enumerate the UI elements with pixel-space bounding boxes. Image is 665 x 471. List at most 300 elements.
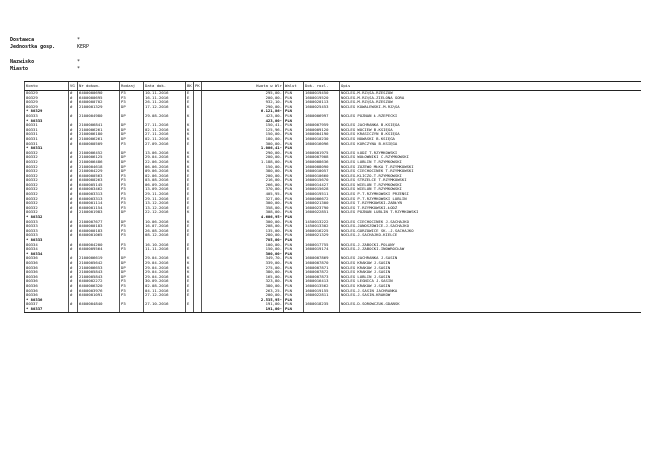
cell-vg — [69, 307, 78, 312]
cell-opis: NOCLEG P.T.RZYMKOWSKI LUBLIN — [340, 197, 641, 202]
cell-waluta: PLN — [284, 142, 304, 147]
cell-data-dok: 06.09.2016 — [144, 183, 186, 188]
cell-data-dok: 08.12.2016 — [144, 233, 186, 238]
cell-data-dok: 13.06.2016 — [144, 151, 186, 156]
cell-kwota: 290,00- — [202, 105, 284, 110]
cell-waluta: PLN — [284, 165, 304, 170]
col-header-opis: Opis — [340, 82, 641, 91]
cell-opis: NOCLEG KRASICZYN B.KSIĘGA — [340, 132, 641, 137]
cell-rodzaj: P3 — [120, 96, 144, 101]
cell-data-dok: 11.11.2016 — [144, 247, 186, 252]
cell-data-dok: 27.09.2016 — [144, 142, 186, 147]
cell-nr-dokum: 2100006619 — [78, 256, 120, 261]
cell-konto: 80336 — [25, 261, 69, 266]
cell-bk: E — [186, 100, 194, 105]
cell-bk: E — [186, 293, 194, 298]
cell-nr-dokum: 6400009564 — [78, 247, 120, 252]
cell-opis: NOCLEG KRAKÓW J.SASIN — [340, 266, 641, 271]
cell-bk: K — [186, 155, 194, 160]
cell-waluta: PLN — [284, 123, 304, 128]
cell-bk: K — [186, 165, 194, 170]
cell-konto: * 80334 — [25, 252, 69, 257]
cell-dok-rozl: 1600019155 — [304, 289, 340, 294]
cell-konto: 80332 — [25, 197, 69, 202]
cell-bk: K — [186, 123, 194, 128]
cell-data-dok: 03.08.2016 — [144, 178, 186, 183]
cell-bk: E — [186, 243, 194, 248]
cell-konto: 80332 — [25, 151, 69, 156]
col-header-waluta: Walut — [284, 82, 304, 91]
cell-dok-rozl: 1600001975 — [304, 151, 340, 156]
cell-vg: # — [69, 289, 78, 294]
cell-bk: K — [186, 261, 194, 266]
cell-nr-dokum: 6400006320 — [78, 284, 120, 289]
cell-rodzaj — [120, 307, 144, 312]
cell-waluta: PLN — [284, 220, 304, 225]
cell-nr-dokum: 2100006452 — [78, 151, 120, 156]
cell-vg: # — [69, 187, 78, 192]
cell-rodzaj: P3 — [120, 302, 144, 307]
cell-opis: NOCLEG STRZELCE T.RZYMKOWSKI — [340, 178, 641, 183]
cell-waluta: PLN — [284, 160, 304, 165]
col-header-kwota: Kwota w Wlr — [202, 82, 284, 91]
cell-nr-dokum: 2100006653 — [78, 266, 120, 271]
cell-kwota: 300,00- — [202, 142, 284, 147]
cell-data-dok: 29.04.2016 — [144, 266, 186, 271]
cell-opis: NOCLEG ŁÓDŹ T.RZYMKOWSKI — [340, 151, 641, 156]
cell-rodzaj: DP — [120, 220, 144, 225]
cell-nr-dokum: 6400001114 — [78, 201, 120, 206]
cell-rodzaj: P3 — [120, 197, 144, 202]
cell-nr-dokum: 6400000563 — [78, 174, 120, 179]
cell-bk: E — [186, 187, 194, 192]
cell-kwota: 290,00- — [202, 151, 284, 156]
cell-dok-rozl: 1600014427 — [304, 183, 340, 188]
cell-rodzaj: P3 — [120, 247, 144, 252]
cell-data-dok: 27.10.2016 — [144, 302, 186, 307]
cell-rodzaj: DP — [120, 132, 144, 137]
cell-nr-dokum: 2100006486 — [78, 160, 120, 165]
cell-waluta: PLN — [284, 247, 304, 252]
cell-nr-dokum: 6400000263 — [78, 178, 120, 183]
cell-waluta: PLN — [284, 298, 304, 303]
cell-opis: NOCLEG-J.ZABOCKI-INOWROCŁAW — [340, 247, 641, 252]
cell-konto: 80336 — [25, 266, 69, 271]
cell-dok-rozl: 1600019174 — [304, 247, 340, 252]
cell-kwota: 380,00- — [202, 270, 284, 275]
cell-data-dok — [144, 307, 186, 312]
cell-data-dok: 22.06.2016 — [144, 160, 186, 165]
cell-konto: 80331 — [25, 142, 69, 147]
cell-vg: # — [69, 91, 78, 96]
cell-vg: # — [69, 183, 78, 188]
cell-bk: K — [186, 137, 194, 142]
cell-kwota: 150,00- — [202, 247, 284, 252]
cell-kwota: 300,00- — [202, 252, 284, 257]
col-header-pk: PK — [194, 82, 202, 91]
cell-dok-rozl: 1600007871 — [304, 266, 340, 271]
cell-nr-dokum: 6400003313 — [78, 192, 120, 197]
cell-konto: 80329 — [25, 105, 69, 110]
cell-kwota: 266,00- — [202, 183, 284, 188]
cell-konto: 80332 — [25, 165, 69, 170]
cell-data-dok: 02.11.2016 — [144, 137, 186, 142]
cell-kwota: 300,00- — [202, 220, 284, 225]
cell-waluta: PLN — [284, 279, 304, 284]
cell-data-dok: 26.11.2016 — [144, 100, 186, 105]
col-header-dok-rozl: Dok. rozl. — [304, 82, 340, 91]
cell-kwota: 327,00- — [202, 197, 284, 202]
cell-waluta: PLN — [284, 192, 304, 197]
cell-kwota: 932,10- — [202, 100, 284, 105]
cell-dok-rozl: 1600007873 — [304, 275, 340, 280]
cell-bk: E — [186, 302, 194, 307]
cell-dok-rozl: 1600007869 — [304, 256, 340, 261]
cell-rodzaj: DP — [120, 256, 144, 261]
cell-konto: 80336 — [25, 279, 69, 284]
cell-konto: 80332 — [25, 192, 69, 197]
cell-kwota: 295,00- — [202, 91, 284, 96]
supplier-label: Dostawca — [10, 37, 35, 43]
cell-bk: E — [186, 284, 194, 289]
cell-data-dok: 22.12.2016 — [144, 210, 186, 215]
cell-konto: * 80331 — [25, 146, 69, 151]
cell-opis: NOCLEG WOŁOWNIKI C.RZYMKOWSKI — [340, 155, 641, 160]
surname-label: Nazwisko — [10, 59, 35, 65]
cell-kwota: 308,00- — [202, 210, 284, 215]
cell-kwota: 216,00- — [202, 178, 284, 183]
cell-konto: 80332 — [25, 155, 69, 160]
cell-konto: 80337 — [25, 302, 69, 307]
cell-vg: # — [69, 293, 78, 298]
cell-rodzaj: DP — [120, 114, 144, 119]
cell-waluta: PLN — [284, 243, 304, 248]
cell-vg: # — [69, 256, 78, 261]
cell-opis: NOCLEG-M.RZĄSA-RZESZÓW — [340, 100, 641, 105]
cell-konto: * 80337 — [25, 307, 69, 312]
cell-waluta: PLN — [284, 261, 304, 266]
cell-opis: NOCLEG-M.RZĄSA-ZIELONA GÓRA — [340, 96, 641, 101]
cell-konto: 80331 — [25, 132, 69, 137]
surname-value: * — [77, 59, 81, 65]
cell-waluta: PLN — [284, 197, 304, 202]
cell-kwota: 405,95- — [202, 192, 284, 197]
cell-rodzaj: DP — [120, 266, 144, 271]
cell-rodzaj: P3 — [120, 142, 144, 147]
cell-data-dok: 29.04.2016 — [144, 275, 186, 280]
cell-data-dok: 27.11.2016 — [144, 132, 186, 137]
cell-vg: # — [69, 266, 78, 271]
cell-dok-rozl: 1600019450 — [304, 91, 340, 96]
cell-waluta: PLN — [284, 119, 304, 124]
cell-konto: 80333 — [25, 229, 69, 234]
cell-waluta: PLN — [284, 307, 304, 312]
cell-nr-dokum: 2100004980 — [78, 114, 120, 119]
table-header-row — [25, 82, 641, 91]
cell-nr-dokum: 0400000183 — [78, 224, 120, 229]
cell-vg: # — [69, 284, 78, 289]
cell-bk: K — [186, 160, 194, 165]
cell-bk: E — [186, 279, 194, 284]
cell-konto: 80332 — [25, 206, 69, 211]
cell-rodzaj: DP — [120, 160, 144, 165]
cell-dok-rozl: 1600008636 — [304, 160, 340, 165]
cell-dok-rozl: 1600004190 — [304, 132, 340, 137]
cell-bk: K — [186, 169, 194, 174]
cell-waluta: PLN — [284, 252, 304, 257]
cell-data-dok: 13.12.2016 — [144, 201, 186, 206]
cell-bk: E — [186, 142, 194, 147]
cell-waluta: PLN — [284, 128, 304, 133]
cell-kwota: 2.535,95- — [202, 298, 284, 303]
cell-dok-rozl: 1600015670 — [304, 178, 340, 183]
cell-nr-dokum: 2100006261 — [78, 137, 120, 142]
cell-bk: K — [186, 128, 194, 133]
cell-konto: 80336 — [25, 256, 69, 261]
cell-data-dok: 26.08.2016 — [144, 229, 186, 234]
cell-opis: NOCLEG-J.SASIN-KRAKÓW — [340, 293, 641, 298]
cell-waluta: PLN — [284, 215, 304, 220]
cell-dok-rozl: 1600020113 — [304, 100, 340, 105]
cell-waluta: PLN — [284, 302, 304, 307]
cell-rodzaj: P3 — [120, 91, 144, 96]
cell-data-dok: 02.11.2016 — [144, 128, 186, 133]
cell-waluta: PLN — [284, 210, 304, 215]
cell-opis: NOCLEG-KLICZÓ-T.RZYMKOWSKI — [340, 174, 641, 179]
cell-waluta: PLN — [284, 275, 304, 280]
cell-bk: E — [186, 289, 194, 294]
cell-konto: 80329 — [25, 96, 69, 101]
cell-kwota: 200,00- — [202, 293, 284, 298]
cell-kwota: 135,00- — [202, 229, 284, 234]
city-label: Miasto — [10, 66, 29, 72]
cell-opis: NOCLEG-D.SOROWCZUK-GDAŃSK — [340, 302, 641, 307]
cell-rodzaj: DP — [120, 151, 144, 156]
cell-opis: NOCLEG JACHRANKA J.SASIN — [340, 256, 641, 261]
cell-konto: 80333 — [25, 224, 69, 229]
cell-nr-dokum: 2100005843 — [78, 270, 120, 275]
cell-konto: * 80329 — [25, 109, 69, 114]
cell-konto: 80336 — [25, 275, 69, 280]
cell-rodzaj: DP — [120, 275, 144, 280]
cell-opis: NOCLEG LEGNICA J.SASIN — [340, 279, 641, 284]
col-header-rodzaj: Rodzaj — [120, 82, 144, 91]
cell-waluta: PLN — [284, 238, 304, 243]
cell-data-dok: 04.11.2016 — [144, 289, 186, 294]
cell-opis: NOCLEG KOWALEWSKI-M.RZĄSA — [340, 105, 641, 110]
cell-opis: NOCLEG JACHRANKA B.KSIĘGA — [340, 123, 641, 128]
cell-rodzaj: DP — [120, 210, 144, 215]
col-header-bk: BK — [186, 82, 194, 91]
cell-dok-rozl: 1600009120 — [304, 128, 340, 133]
cell-bk: E — [186, 206, 194, 211]
cell-opis: NOCLEG KORCZYNA B.KSIĘGA — [340, 142, 641, 147]
cell-kwota: 191,00- — [202, 302, 284, 307]
cell-kwota: 423,00- — [202, 119, 284, 124]
cell-kwota: 125,96- — [202, 128, 284, 133]
supplier-value: * — [77, 37, 81, 43]
cell-dok-rozl: 1600021329 — [304, 233, 340, 238]
cell-rodzaj: P3 — [120, 206, 144, 211]
cell-rodzaj: DP — [120, 155, 144, 160]
cell-nr-dokum: 2100007677 — [78, 220, 120, 225]
cell-opis: NOCLEG POZNAŃ Ł.RZEPECKI — [340, 114, 641, 119]
cell-kwota: 191,00- — [202, 307, 284, 312]
cell-nr-dokum: 2100006261 — [78, 128, 120, 133]
cell-bk: K — [186, 210, 194, 215]
cell-rodzaj: P3 — [120, 289, 144, 294]
cell-opis: NOCLEG WIELUŃ T.RZYMKOWSKI — [340, 187, 641, 192]
cell-kwota: 275,00- — [202, 266, 284, 271]
cell-kwota: 423,00- — [202, 114, 284, 119]
cell-rodzaj: DP — [120, 105, 144, 110]
cell-konto: * 80333 — [25, 238, 69, 243]
cell-opis: NOCLEG KRAKÓW J.SASIN — [340, 284, 641, 289]
cell-nr-dokum: 6400003462 — [78, 187, 120, 192]
cell-opis: NOCLEG P.T.RZYMKOWSKI PRZEŃSI — [340, 192, 641, 197]
cell-waluta: PLN — [284, 289, 304, 294]
cell-vg: # — [69, 206, 78, 211]
cell-opis: NOCLEG-J.SASIN JACHRANKA — [340, 289, 641, 294]
city-line — [10, 66, 80, 73]
cell-kwota: 380,00- — [202, 284, 284, 289]
cell-waluta: PLN — [284, 132, 304, 137]
cell-waluta: PLN — [284, 293, 304, 298]
cell-vg: # — [69, 279, 78, 284]
cell-kwota: 200,00- — [202, 174, 284, 179]
cell-nr-dokum: 2100005843 — [78, 275, 120, 280]
unit-line — [10, 44, 89, 51]
cell-konto: 80332 — [25, 201, 69, 206]
cell-kwota: 349,70- — [202, 256, 284, 261]
cell-konto: 80332 — [25, 178, 69, 183]
cell-nr-dokum: 2100001983 — [78, 210, 120, 215]
cell-data-dok: 16.11.2016 — [144, 96, 186, 101]
cell-vg: # — [69, 302, 78, 307]
cell-rodzaj: P3 — [120, 243, 144, 248]
cell-opis: NOCLEG CIECHOCINEK T.RZYMKOWSKI — [340, 169, 641, 174]
cell-bk: E — [186, 224, 194, 229]
cell-dok-rozl: 1600007959 — [304, 123, 340, 128]
cell-bk: E — [186, 233, 194, 238]
cell-konto: 80336 — [25, 284, 69, 289]
cell-dok-rozl: 1600023790 — [304, 206, 340, 211]
account-report-table — [24, 81, 641, 313]
cell-dok-rozl: 1600010057 — [304, 169, 340, 174]
cell-kwota: 380,00- — [202, 169, 284, 174]
cell-kwota: 150,41- — [202, 123, 284, 128]
cell-rodzaj: DP — [120, 123, 144, 128]
table-body — [25, 91, 641, 313]
cell-data-dok: 17.12.2016 — [144, 105, 186, 110]
col-header-data-dok: Data dok. — [144, 82, 186, 91]
cell-data-dok: 13.12.2016 — [144, 206, 186, 211]
cell-opis: NOCLEG LUBLIN J.SASIN — [340, 275, 641, 280]
cell-vg: # — [69, 243, 78, 248]
cell-waluta: PLN — [284, 233, 304, 238]
cell-opis: NOCLEG-GORZOWICE SK.-J.SACHAJKO — [340, 229, 641, 234]
cell-vg: # — [69, 270, 78, 275]
cell-rodzaj: P3 — [120, 224, 144, 229]
col-header-nr-dokum: Nr dokum. — [78, 82, 120, 91]
cell-kwota: 200,00- — [202, 96, 284, 101]
cell-data-dok: 16.07.2016 — [144, 224, 186, 229]
cell-opis: NOCLEG T.RZYMKOWSKI-ZABŁYŃ — [340, 201, 641, 206]
cell-konto: 80329 — [25, 100, 69, 105]
cell-opis: NOCLEG POZNAŃ LUBLIN T.RZYMKOWSKI — [340, 210, 641, 215]
cell-waluta: PLN — [284, 178, 304, 183]
cell-kwota: 1.006,41- — [202, 146, 284, 151]
cell-kwota: 358,00- — [202, 206, 284, 211]
cell-konto: 80333 — [25, 114, 69, 119]
cell-data-dok: 09.06.2016 — [144, 169, 186, 174]
cell-konto: * 80333 — [25, 119, 69, 124]
cell-kwota: 150,00- — [202, 132, 284, 137]
cell-waluta: PLN — [284, 284, 304, 289]
cell-waluta: PLN — [284, 114, 304, 119]
cell-dok-rozl: 1600013562 — [304, 284, 340, 289]
cell-rodzaj: P3 — [120, 284, 144, 289]
cell-kwota: 300,00- — [202, 201, 284, 206]
cell-rodzaj: DP — [120, 165, 144, 170]
cell-vg: # — [69, 100, 78, 105]
cell-data-dok: 29.04.2016 — [144, 256, 186, 261]
cell-rodzaj: P3 — [120, 178, 144, 183]
cell-data-dok: 02.08.2016 — [144, 284, 186, 289]
cell-waluta: PLN — [284, 151, 304, 156]
cell-konto: 80332 — [25, 187, 69, 192]
cell-waluta: PLN — [284, 256, 304, 261]
cell-konto: 80334 — [25, 247, 69, 252]
cell-kwota: 208,00- — [202, 224, 284, 229]
cell-bk: E — [186, 247, 194, 252]
cell-konto: 80332 — [25, 169, 69, 174]
cell-dok-rozl: 1600007870 — [304, 261, 340, 266]
cell-data-dok: 29.04.2016 — [144, 270, 186, 275]
cell-bk: K — [186, 114, 194, 119]
cell-bk: E — [186, 201, 194, 206]
cell-dok-rozl: 1600016413 — [304, 279, 340, 284]
cell-bk: K — [186, 270, 194, 275]
cell-bk: E — [186, 178, 194, 183]
cell-opis: NOCLEG-JANOSZOWICE-J.SACHAJKO — [340, 224, 641, 229]
cell-opis: NOCLEG-J.SACHAJKO-KIELCE — [340, 233, 641, 238]
cell-konto: * 80332 — [25, 215, 69, 220]
cell-dok-rozl: 1600022851 — [304, 210, 340, 215]
cell-vg: # — [69, 128, 78, 133]
cell-vg: # — [69, 174, 78, 179]
cell-dok-rozl: 1600021300 — [304, 201, 340, 206]
cell-data-dok: 27.11.2016 — [144, 123, 186, 128]
cell-bk: E — [186, 174, 194, 179]
cell-data-dok: 30.09.2016 — [144, 279, 186, 284]
cell-rodzaj: P3 — [120, 192, 144, 197]
cell-data-dok: 29.04.2016 — [144, 261, 186, 266]
cell-nr-dokum: 6400002272 — [78, 279, 120, 284]
cell-vg: # — [69, 197, 78, 202]
cell-vg: # — [69, 123, 78, 128]
cell-vg: # — [69, 105, 78, 110]
cell-vg: # — [69, 178, 78, 183]
cell-nr-dokum — [78, 307, 120, 312]
cell-nr-dokum: 2100001329 — [78, 105, 120, 110]
cell-nr-dokum: 6400001154 — [78, 206, 120, 211]
cell-waluta: PLN — [284, 174, 304, 179]
cell-kwota: 339,00- — [202, 261, 284, 266]
cell-konto: 80332 — [25, 160, 69, 165]
cell-vg: # — [69, 210, 78, 215]
cell-rodzaj: P3 — [120, 183, 144, 188]
